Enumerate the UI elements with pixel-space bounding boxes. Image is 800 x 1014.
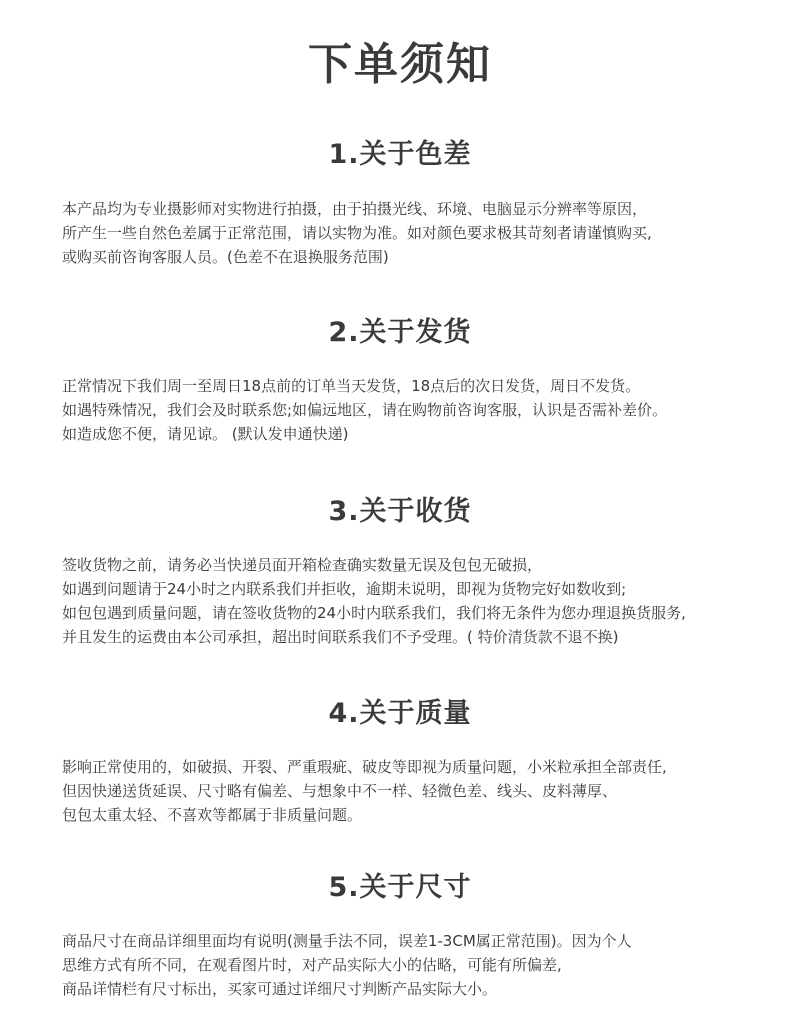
section-heading: 4.关于质量: [328, 698, 472, 729]
section-heading: 3.关于收货: [328, 496, 472, 527]
section-heading: 1.关于色差: [328, 139, 472, 170]
paragraph-line: 正常情况下我们周一至周日18点前的订单当天发货，18点后的次日发货，周日不发货。: [62, 377, 641, 395]
paragraph-line: 商品详情栏有尺寸标出，买家可通过详细尺寸判断产品实际大小。: [62, 980, 498, 998]
paragraph-line: 并且发生的运费由本公司承担，超出时间联系我们不予受理。( 特价清货款不退不换): [62, 628, 619, 646]
section-body: [62, 553, 790, 649]
paragraph-line: 但因快递送货延误、尺寸略有偏差、与想象中不一样、轻微色差、线头、皮料薄厚、: [62, 782, 618, 800]
section-body: [62, 929, 790, 1001]
paragraph-line: 商品尺寸在商品详细里面均有说明(测量手法不同，误差1-3CM属正常范围)。因为个人: [62, 932, 632, 950]
page-title: 下单须知: [308, 39, 492, 90]
paragraph-line: 如包包遇到质量问题，请在签收货物的24小时内联系我们，我们将无条件为您办理退换货服务,: [62, 604, 686, 622]
paragraph-line: 本产品均为专业摄影师对实物进行拍摄，由于拍摄光线、环境、电脑显示分辨率等原因，: [62, 200, 648, 218]
paragraph-line: 思维方式有所不同，在观看图片时，对产品实际大小的估略，可能有所偏差,: [62, 956, 562, 974]
paragraph-line: 如造成您不便，请见谅。 (默认发申通快递): [62, 425, 349, 443]
section-heading: 2.关于发货: [328, 317, 472, 348]
paragraph-line: 签收货物之前，请务必当快递员面开箱检查确实数量无误及包包无破损，: [62, 556, 543, 574]
section-body: [62, 374, 790, 446]
paragraph-line: 如遇特殊情况，我们会及时联系您;如偏远地区，请在购物前咨询客服，认识是否需补差价。: [62, 401, 668, 419]
paragraph-line: 影响正常使用的，如破损、开裂、严重瑕疵、破皮等即视为质量问题，小米粒承担全部责任,: [62, 758, 667, 776]
paragraph-line: 所产生一些自然色差属于正常范围，请以实物为准。如对颜色要求极其苛刻者请谨慎购买,: [62, 224, 652, 242]
paragraph-line: 如遇到问题请于24小时之内联系我们并拒收，逾期未说明，即视为货物完好如数收到;: [62, 580, 627, 598]
paragraph-line: 或购买前咨询客服人员。(色差不在退换服务范围): [62, 248, 389, 266]
section-heading: 5.关于尺寸: [328, 872, 472, 903]
paragraph-line: 包包太重太轻、不喜欢等都属于非质量问题。: [62, 806, 363, 824]
section-body: [62, 197, 790, 269]
section-body: [62, 755, 790, 827]
